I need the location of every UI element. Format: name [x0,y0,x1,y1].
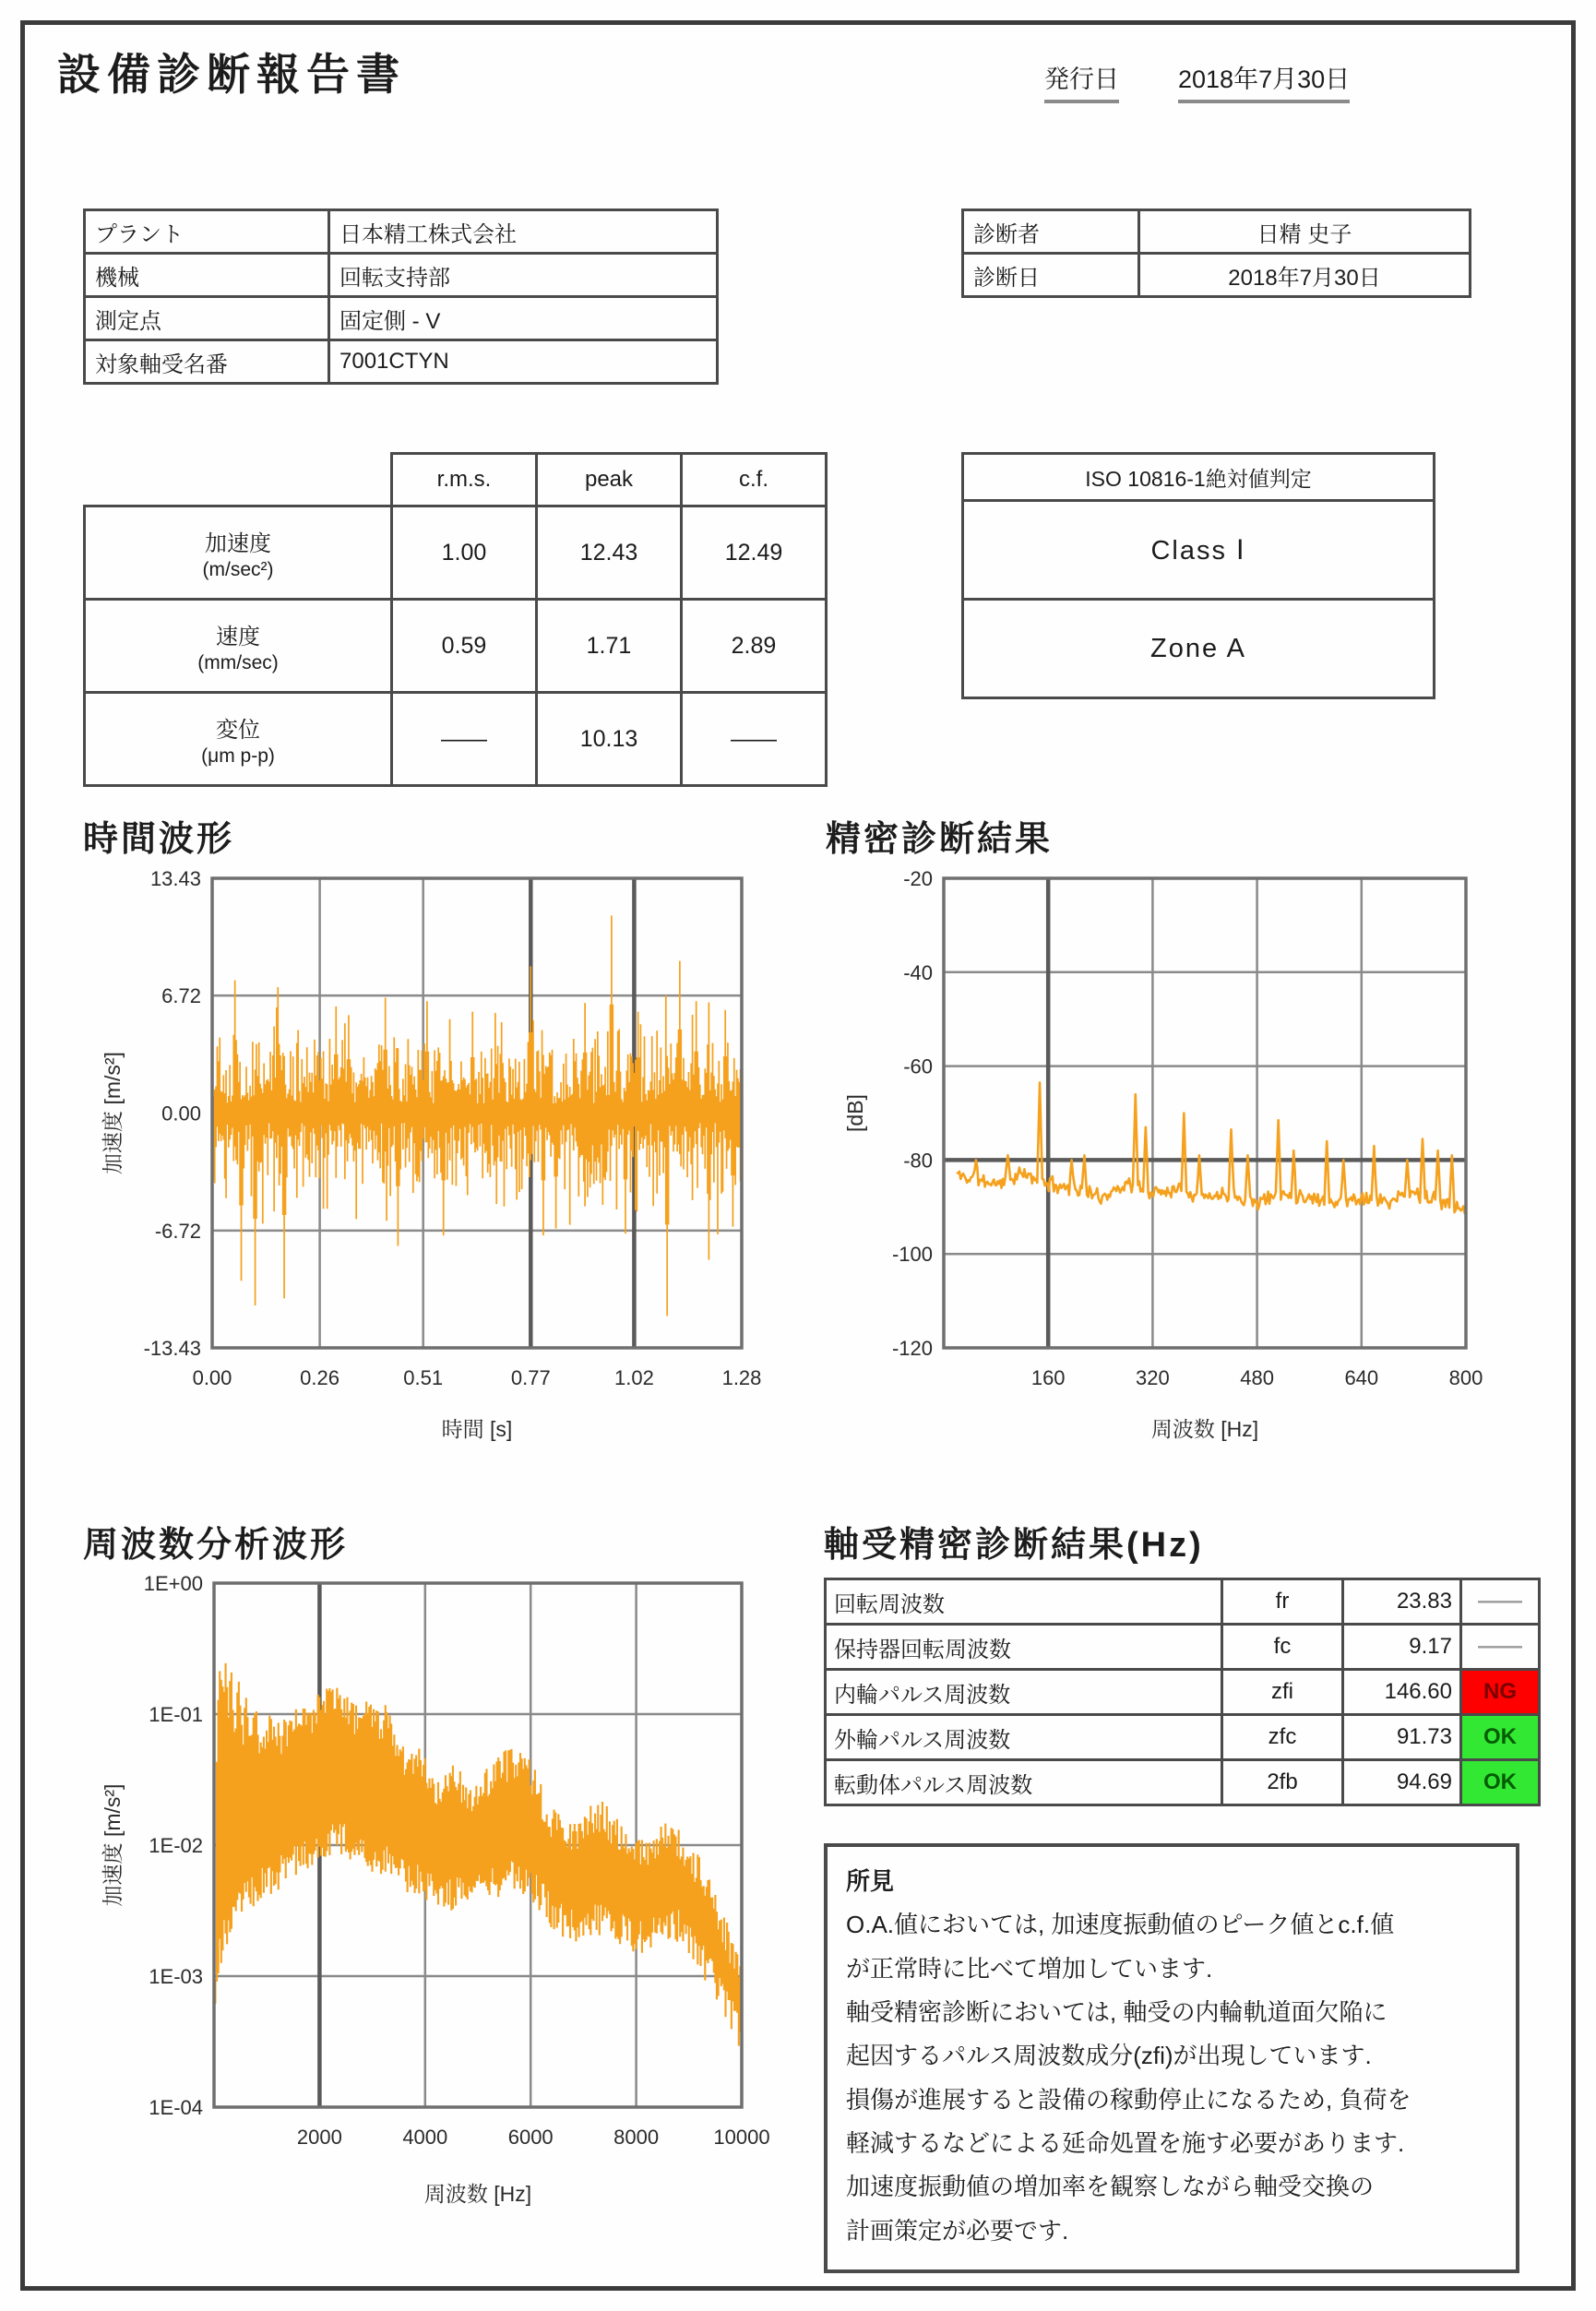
findings-title: 所見 [846,1867,895,1895]
svg-text:0.00: 0.00 [161,1102,201,1126]
row-name: 速度 [216,624,260,649]
table-row [826,1625,1540,1670]
status-badge-ok: OK [1461,1760,1540,1805]
info-label: 対象軸受名番 [85,340,329,384]
svg-text:480: 480 [1240,1366,1274,1389]
svg-text:-20: -20 [903,867,933,890]
svg-text:1E-02: 1E-02 [149,1834,203,1857]
col-header-rms: r.m.s. [392,454,537,506]
table-row [85,600,827,693]
bearing-diagnosis-table [824,1578,1541,1806]
row-label-velocity [85,600,392,693]
page-title: 設備診断報告書 [57,50,406,99]
findings-line: 起因するパルス周波数成分(zfi)が出現しています. [846,2042,1372,2070]
table-row [826,1715,1540,1760]
bearing-row-name: 転動体パルス周波数 [826,1760,1222,1805]
value-cell: 1.00 [392,506,537,600]
info-label: 診断者 [963,210,1139,254]
findings-line: 加速度振動値の増加率を観察しながら軸受交換の [846,2173,1375,2201]
svg-text:4000: 4000 [402,2126,448,2149]
svg-text:2000: 2000 [296,2126,342,2149]
findings-line: 計画策定が必要です. [846,2216,1069,2245]
svg-text:800: 800 [1448,1366,1483,1389]
bearing-row-name: 回転周波数 [826,1579,1222,1625]
table-row [826,1760,1540,1805]
table-row [85,254,718,297]
section-title-precision-result: 精密診断結果 [826,820,1054,859]
info-label: プラント [85,210,329,254]
info-value: 2018年7月30日 [1139,254,1471,297]
svg-text:-60: -60 [903,1054,933,1078]
table-row [963,454,1435,501]
bearing-row-value: 23.83 [1343,1579,1461,1625]
iso-header: ISO 10816-1絶対値判定 [963,454,1435,501]
value-cell: ―― [392,693,537,786]
svg-text:1E-01: 1E-01 [149,1703,203,1726]
svg-text:加速度 [m/s²]: 加速度 [m/s²] [101,1052,125,1174]
value-cell: 1.71 [537,600,682,693]
bearing-row-symbol: fr [1222,1579,1343,1625]
svg-text:1E+00: 1E+00 [143,1572,203,1595]
time-waveform-chart [92,865,762,1451]
svg-text:1.02: 1.02 [613,1366,654,1389]
issue-date-block [1044,59,1350,103]
bearing-row-symbol: fc [1222,1625,1343,1670]
col-header-peak: peak [537,454,682,506]
svg-text:1.28: 1.28 [721,1366,762,1389]
info-label: 診断日 [963,254,1139,297]
issue-date-value: 2018年7月30日 [1178,59,1350,103]
plant-info-table [83,208,719,385]
section-title-frequency-analysis: 周波数分析波形 [83,1526,349,1565]
table-row [826,1579,1540,1625]
svg-text:0.51: 0.51 [403,1366,444,1389]
svg-text:8000: 8000 [613,2126,660,2149]
bearing-row-value: 9.17 [1343,1625,1461,1670]
info-value: 回転支持部 [329,254,718,297]
bearing-row-value: 94.69 [1343,1760,1461,1805]
table-row [85,340,718,384]
findings-line: が正常時に比べて増加しています. [846,1954,1213,1983]
findings-line: 軽減するなどによる延命処置を施す必要があります. [846,2128,1405,2157]
svg-text:[dB]: [dB] [843,1094,867,1132]
table-row [85,506,827,600]
frequency-analysis-chart [92,1570,770,2216]
bearing-row-symbol: zfi [1222,1670,1343,1715]
section-title-bearing-result: 軸受精密診断結果(Hz) [824,1526,1204,1565]
iso-class: Class Ⅰ [963,501,1435,600]
svg-text:周波数 [Hz]: 周波数 [Hz] [423,2182,532,2206]
value-cell: 2.89 [682,600,827,693]
value-cell: ―― [682,693,827,786]
svg-text:640: 640 [1344,1366,1379,1389]
svg-text:周波数 [Hz]: 周波数 [Hz] [1150,1417,1259,1441]
table-row [85,210,718,254]
bearing-row-status: ―― [1461,1579,1540,1625]
info-value: 日本精工株式会社 [329,210,718,254]
vibration-values-table [83,452,828,787]
info-label: 機械 [85,254,329,297]
findings-box [824,1843,1519,2273]
value-cell: 0.59 [392,600,537,693]
row-unit: (mm/sec) [197,651,279,673]
svg-text:-13.43: -13.43 [143,1337,201,1360]
svg-text:6.72: 6.72 [161,984,201,1008]
svg-text:0.77: 0.77 [510,1366,551,1389]
bearing-row-symbol: 2fb [1222,1760,1343,1805]
table-row [826,1670,1540,1715]
blank-cell [85,454,392,506]
findings-line: 軸受精密診断においては, 軸受の内輪軌道面欠陥に [846,1997,1388,2026]
table-row [963,254,1471,297]
value-cell: 12.49 [682,506,827,600]
iso-zone: Zone A [963,600,1435,698]
status-badge-ok: OK [1461,1715,1540,1760]
table-row [85,693,827,786]
findings-line: 損傷が進展すると設備の稼動停止になるため, 負荷を [846,2085,1411,2114]
diagnostician-table [961,208,1471,298]
section-title-time-waveform: 時間波形 [83,820,235,859]
table-row [963,210,1471,254]
svg-text:-120: -120 [891,1337,933,1360]
table-row [85,297,718,340]
table-row [85,454,827,506]
bearing-row-name: 内輪パルス周波数 [826,1670,1222,1715]
status-badge-ng: NG [1461,1670,1540,1715]
svg-text:時間 [s]: 時間 [s] [441,1417,513,1441]
svg-text:10000: 10000 [713,2126,770,2149]
svg-text:0.26: 0.26 [300,1366,340,1389]
svg-text:6000: 6000 [507,2126,554,2149]
row-label-displacement [85,693,392,786]
info-label: 測定点 [85,297,329,340]
svg-text:-80: -80 [903,1149,933,1173]
iso-judgement-table [961,452,1435,699]
issue-date-label: 発行日 [1044,59,1119,103]
svg-text:160: 160 [1030,1366,1066,1389]
value-cell: 10.13 [537,693,682,786]
findings-line: O.A.値においては, 加速度振動値のピーク値とc.f.値 [846,1911,1395,1939]
row-label-acceleration [85,506,392,600]
svg-text:加速度 [m/s²]: 加速度 [m/s²] [101,1783,125,1907]
svg-text:-40: -40 [903,960,933,984]
svg-text:-6.72: -6.72 [154,1219,201,1243]
precision-spectrum-chart [835,865,1481,1451]
row-name: 加速度 [205,530,271,556]
row-unit: (μm p-p) [201,745,275,767]
bearing-row-value: 146.60 [1343,1670,1461,1715]
info-value: 7001CTYN [329,340,718,384]
bearing-row-name: 保持器回転周波数 [826,1625,1222,1670]
info-value: 日精 史子 [1139,210,1471,254]
svg-text:13.43: 13.43 [149,867,201,890]
row-name: 変位 [216,717,260,743]
bearing-row-value: 91.73 [1343,1715,1461,1760]
svg-text:320: 320 [1136,1366,1170,1389]
svg-text:-100: -100 [891,1243,933,1267]
table-row [963,600,1435,698]
svg-text:1E-04: 1E-04 [149,2096,203,2119]
row-unit: (m/sec²) [202,558,274,580]
bearing-row-symbol: zfc [1222,1715,1343,1760]
table-row [963,501,1435,600]
bearing-row-status: ―― [1461,1625,1540,1670]
value-cell: 12.43 [537,506,682,600]
col-header-cf: c.f. [682,454,827,506]
info-value: 固定側 - V [329,297,718,340]
svg-text:0.00: 0.00 [192,1366,232,1389]
bearing-row-name: 外輪パルス周波数 [826,1715,1222,1760]
svg-text:1E-03: 1E-03 [149,1965,203,1988]
